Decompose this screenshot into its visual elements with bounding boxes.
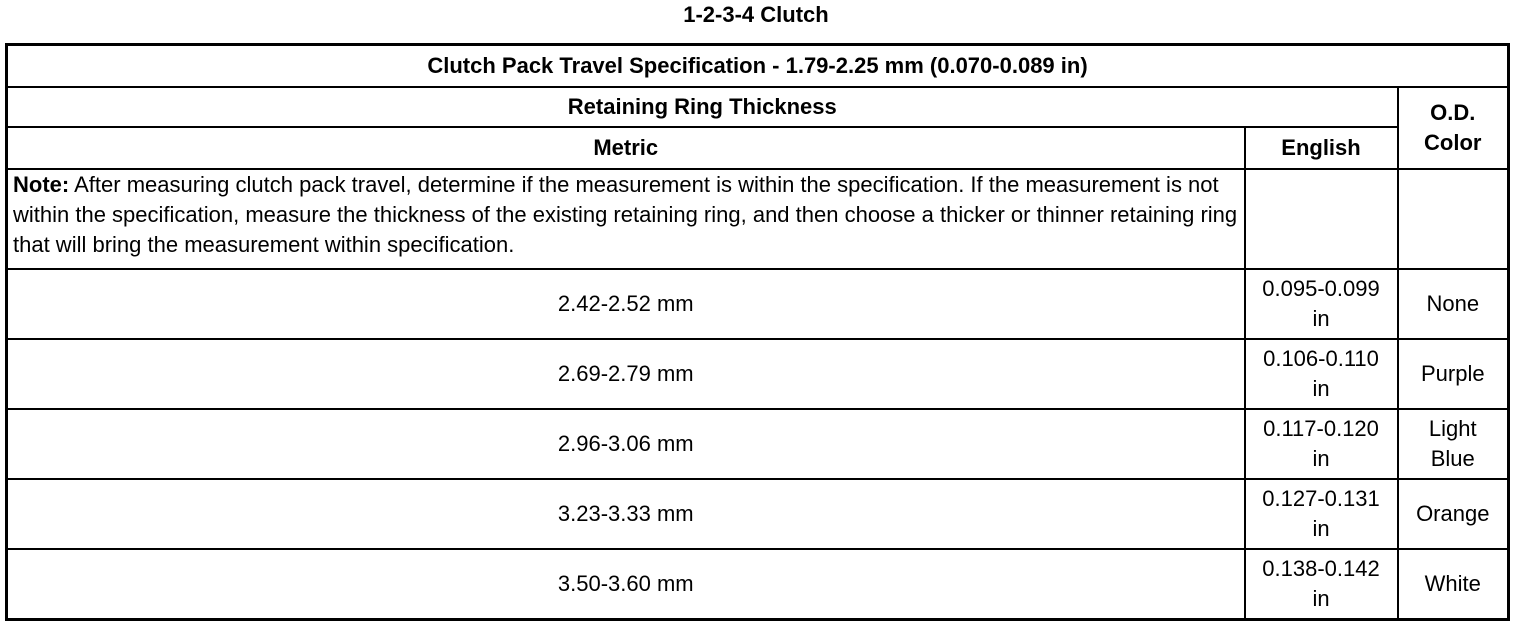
od-color-cell — [1398, 269, 1509, 339]
od-color-line2: Blue — [1430, 446, 1475, 471]
od-color-line1: Light — [1428, 416, 1477, 441]
english-value-line2: in — [1312, 586, 1330, 611]
od-color-line1: None — [1426, 291, 1480, 316]
note-english-empty-cell — [1245, 169, 1398, 269]
retaining-ring-spec-table — [5, 43, 1510, 621]
english-value-line1: 0.117-0.120 — [1263, 416, 1379, 441]
od-color-header-line1: O.D. — [1430, 100, 1476, 125]
table-row — [7, 409, 1509, 479]
document-title: 1-2-3-4 Clutch — [683, 2, 829, 27]
table-row — [7, 269, 1509, 339]
od-color-header — [1398, 87, 1509, 169]
table-row — [7, 549, 1509, 620]
od-color-cell — [1398, 339, 1509, 409]
english-cell — [1245, 409, 1398, 479]
table-row — [7, 339, 1509, 409]
data-rows — [7, 269, 1509, 620]
english-value-line1: 0.138-0.142 — [1262, 556, 1380, 581]
metric-header: Metric — [7, 127, 1245, 169]
metric-cell: 3.23-3.33 mm — [7, 479, 1245, 549]
retaining-ring-thickness-header: Retaining Ring Thickness — [7, 87, 1398, 127]
table-row — [7, 479, 1509, 549]
english-cell — [1245, 339, 1398, 409]
note-label: Note: — [13, 172, 70, 197]
english-value-line2: in — [1312, 516, 1330, 541]
english-value-line1: 0.106-0.110 — [1263, 346, 1379, 371]
english-value-line1: 0.127-0.131 — [1262, 486, 1380, 511]
english-header: English — [1245, 127, 1398, 169]
od-color-header-line2: Color — [1424, 130, 1482, 155]
column-header-row — [7, 127, 1509, 169]
english-value-line2: in — [1312, 376, 1330, 401]
od-color-cell — [1398, 479, 1509, 549]
od-color-cell — [1398, 409, 1509, 479]
metric-cell: 2.69-2.79 mm — [7, 339, 1245, 409]
od-color-line1: Orange — [1416, 501, 1490, 526]
english-cell — [1245, 479, 1398, 549]
note-color-empty-cell — [1398, 169, 1509, 269]
od-color-line1: Purple — [1420, 361, 1485, 386]
english-value-line2: in — [1312, 446, 1330, 471]
od-color-cell — [1398, 549, 1509, 620]
metric-cell: 3.50-3.60 mm — [7, 549, 1245, 620]
group-header-row — [7, 87, 1509, 127]
spec-header-cell: Clutch Pack Travel Specification - 1.79-2.25 mm (0.070-0.089 in) — [7, 45, 1509, 88]
metric-cell: 2.96-3.06 mm — [7, 409, 1245, 479]
note-text: After measuring clutch pack travel, determine if the measurement is within the specification. If the measurement is not within the specification, measure the thickness of the existing retaining ring, and then choose a thicker or thinner retaining ring that will bring the measurement within specification. — [13, 172, 1238, 257]
english-value-line2: in — [1312, 306, 1330, 331]
spec-header-row — [7, 45, 1509, 88]
od-color-line1: White — [1424, 571, 1481, 596]
english-cell — [1245, 269, 1398, 339]
metric-cell: 2.42-2.52 mm — [7, 269, 1245, 339]
note-row — [7, 169, 1509, 269]
english-cell — [1245, 549, 1398, 620]
english-value-line1: 0.095-0.099 — [1262, 276, 1380, 301]
note-cell — [7, 169, 1245, 269]
